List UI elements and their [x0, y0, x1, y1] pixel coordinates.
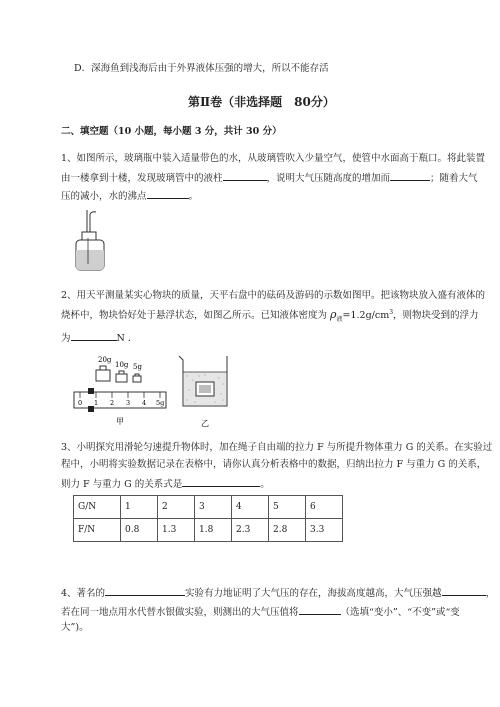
q3-text-3b: 。 — [260, 479, 270, 490]
table-header-g: G/N — [74, 496, 121, 519]
weight-20g-label: 20g — [98, 356, 112, 364]
rider-ruler — [74, 388, 166, 412]
q2-text-3a: 为 — [61, 333, 71, 344]
figure-jia — [70, 352, 170, 428]
q4-blank-3[interactable] — [299, 603, 341, 615]
q2-line-2 — [61, 306, 479, 327]
q1-text-2a: 由一楼拿到十楼，发现玻璃管中的液柱 — [61, 173, 223, 184]
q1-line-2 — [61, 169, 478, 186]
weight-5g — [133, 363, 142, 382]
q1-blank-1[interactable] — [223, 169, 267, 181]
table-cell: 2 — [158, 496, 195, 519]
q2-blank-1[interactable] — [71, 329, 117, 341]
q4-text-1b: 实验有力地证明了大气压的存在，海拔高度越高，大气压强越 — [185, 588, 442, 599]
q1-text-3a: 压的减小，水的沸点 — [61, 191, 147, 202]
table-header-f: F/N — [74, 519, 121, 542]
weight-10g-label: 10g — [115, 361, 129, 369]
table-cell: 1.3 — [158, 519, 195, 542]
q3-line-2: 程中，小明将实验数据记录在表格中，请你认真分析表格中的数据，归纳出拉力 F 与重力 G 的关系， — [61, 459, 487, 470]
q2-text-3b: N ． — [116, 333, 138, 344]
q2-line-3 — [61, 329, 137, 346]
rho-value: =1.2g/cm — [342, 310, 390, 322]
q4-line-1 — [61, 584, 495, 601]
ruler-tick-0: 0 — [78, 399, 83, 407]
q1-blank-2[interactable] — [390, 169, 430, 181]
table-cell: 6 — [306, 496, 343, 519]
q1-text-2b: ，说明大气压随高度的增加而 — [266, 173, 391, 184]
weight-10g — [115, 361, 129, 382]
table-cell: 1.8 — [195, 519, 232, 542]
figure-yi — [175, 350, 235, 434]
weight-5g-label: 5g — [133, 363, 142, 371]
rho-symbol: ρ — [330, 308, 337, 322]
option-d-text: D．深海鱼到浅海后由于外界液体压强的增大，所以不能存活 — [74, 63, 329, 74]
q1-line-1: 1、如图所示，玻璃瓶中装入适量带色的水，从玻璃管吹入少量空气，使管中水面高于瓶口。将此装置 — [61, 153, 486, 164]
rho-exponent: 3 — [389, 309, 394, 316]
rho-subscript: 液 — [336, 316, 343, 324]
q3-line-3 — [61, 475, 270, 492]
bottle-figure — [72, 208, 108, 272]
ruler-tick-2: 2 — [110, 399, 115, 407]
figure-yi-label: 乙 — [201, 419, 209, 428]
figure-jia-label: 甲 — [116, 417, 124, 426]
q1-text-2c: ；随着大气 — [430, 173, 478, 184]
ruler-tick-5: 5g — [156, 399, 165, 407]
ruler-tick-4: 4 — [142, 399, 147, 407]
q4-blank-2[interactable] — [442, 584, 486, 596]
table-cell: 1 — [121, 496, 158, 519]
table-cell: 5 — [269, 496, 306, 519]
ruler-tick-3: 3 — [126, 399, 131, 407]
table-cell: 2.8 — [269, 519, 306, 542]
q3-data-table — [73, 495, 343, 542]
weight-20g — [96, 356, 112, 381]
q2-line-1: 2、用天平测量某实心物块的质量，天平右盘中的砝码及游码的示数如图甲。把该物块放入盛有液体的 — [61, 290, 486, 301]
q4-text-1c: ， — [485, 588, 496, 599]
q3-line-1: 3、小明探究用滑轮匀速提升物体时，加在绳子自由端的拉力 F 与所提升物体重力 G 的关系。在实验过 — [61, 442, 493, 453]
q4-blank-1[interactable] — [105, 584, 185, 596]
table-cell: 2.3 — [232, 519, 269, 542]
q4-line-2 — [61, 603, 460, 620]
section-title: 第Ⅱ卷（非选择题 80分） — [188, 95, 335, 109]
table-row-f — [74, 519, 343, 542]
q2-text-2b: ，则物块受到的浮力 — [393, 310, 479, 322]
q3-blank-1[interactable] — [182, 475, 260, 487]
q2-text-2a: 烧杯中，物块恰好处于悬浮状态，如图乙所示。已知液体密度为 — [61, 310, 328, 322]
section-subtitle: 二、填空题（10 小题，每小题 3 分，共计 30 分） — [61, 126, 282, 137]
table-cell: 4 — [232, 496, 269, 519]
q1-blank-3[interactable] — [147, 187, 189, 199]
q3-text-3a: 则力 F 与重力 G 的关系式是 — [61, 479, 183, 490]
table-row-g — [74, 496, 343, 519]
q4-text-2b: （选填“变小”、“不变”或“变 — [340, 607, 460, 618]
q4-text-2a: 若在同一地点用水代替水银做实验，则测出的大气压值将 — [61, 607, 299, 618]
q1-line-3 — [61, 187, 198, 204]
table-cell: 3 — [195, 496, 232, 519]
q4-line-3: 大”)。 — [61, 622, 89, 633]
table-cell: 0.8 — [121, 519, 158, 542]
ruler-tick-1: 1 — [94, 399, 99, 407]
q1-text-3b: 。 — [188, 191, 199, 202]
table-cell: 3.3 — [306, 519, 343, 542]
q4-text-1a: 4、著名的 — [61, 588, 106, 599]
